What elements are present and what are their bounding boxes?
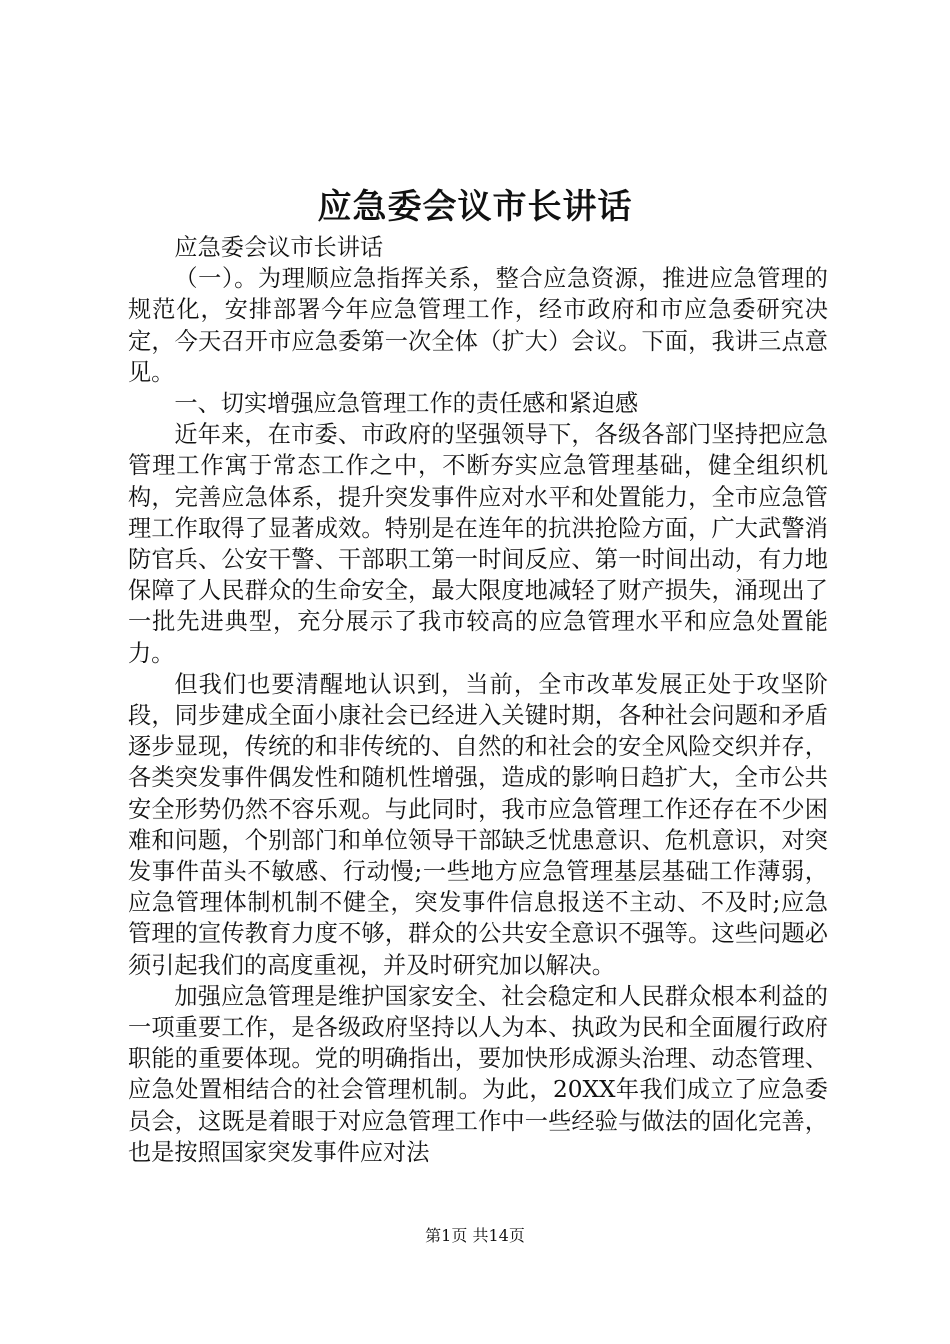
section-heading-1: 一、切实增强应急管理工作的责任感和紧迫感	[174, 390, 639, 418]
paragraph-subtitle: 应急委会议市长讲话	[174, 234, 384, 261]
page-total: 共14页	[472, 1226, 525, 1245]
paragraph-challenges: 但我们也要清醒地认识到，当前，全市改革发展正处于攻坚阶段，同步建成全面小康社会已经进入关键时期，各种社会问题和矛盾逐步显现，传统的和非传统的、自然的和社会的安全风险交织并存，各类突发事件偶发性和随机性增强，造成的影响日趋扩大，全市公共安全形势仍然不容乐观。与此同时，我市应急管理工作还存在不少困难和问题，个别部门和单位领导干部缺乏忧患意识、危机意识，对突发事件苗头不敏感、行动慢;一些地方应急管理基层基础工作薄弱，应急管理体制机制不健全，突发事件信息报送不主动、不及时;应急管理的宣传教育力度不够，群众的公共安全意识不强等。这些问题必须引起我们的高度重视，并及时研究加以解决。	[128, 670, 828, 979]
document-title: 应急委会议市长讲话	[317, 187, 633, 227]
paragraph-intro: （一）。为理顺应急指挥关系，整合应急资源，推进应急管理的规范化，安排部署今年应急管理工作，经市政府和市应急委研究决定，今天召开市应急委第一次全体（扩大）会议。下面，我讲三点意见。	[128, 265, 828, 386]
paragraph-achievements: 近年来，在市委、市政府的坚强领导下，各级各部门坚持把应急管理工作寓于常态工作之中，不断夯实应急管理基础，健全组织机构，完善应急体系，提升突发事件应对水平和处置能力，全市应急管理工作取得了显著成效。特别是在连年的抗洪抢险方面，广大武警消防官兵、公安干警、干部职工第一时间反应、第一时间出动，有力地保障了人民群众的生命安全，最大限度地减轻了财产损失，涌现出了一批先进典型，充分展示了我市较高的应急管理水平和应急处置能力。	[128, 421, 828, 667]
page-number: 第1页	[425, 1226, 468, 1245]
page-footer	[0, 1225, 950, 1247]
paragraph-importance: 加强应急管理是维护国家安全、社会稳定和人民群众根本利益的一项重要工作，是各级政府坚持以人为本、执政为民和全面履行政府职能的重要体现。党的明确指出，要加快形成源头治理、动态管理、应急处置相结合的社会管理机制。为此，20XX年我们成立了应急委员会，这既是着眼于对应急管理工作中一些经验与做法的固化完善，也是按照国家突发事件应对法	[128, 982, 828, 1166]
document-body	[128, 232, 828, 1168]
